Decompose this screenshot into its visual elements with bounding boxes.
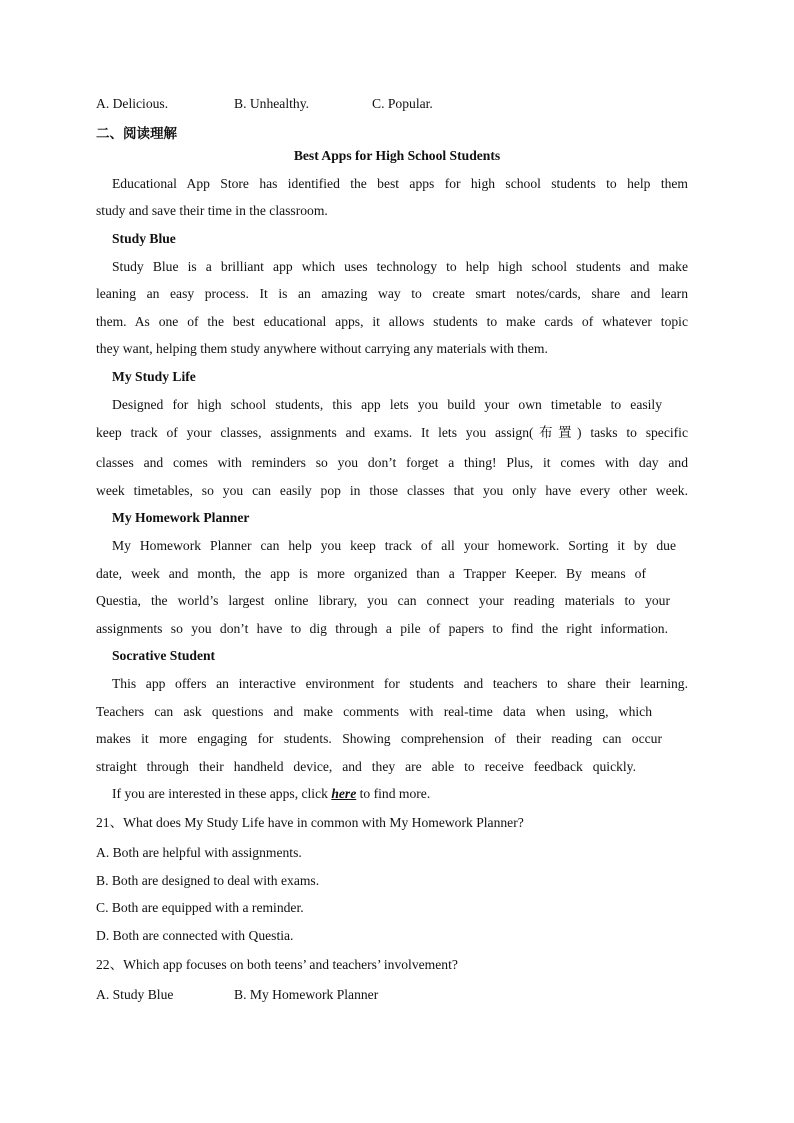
question-21-option-c: C. Both are equipped with a reminder.: [96, 900, 304, 915]
section-heading: 二、阅读理解: [96, 126, 177, 142]
paragraph-line: leaning an easy process. It is an amazing way to create smart notes/cards, share and learn: [96, 286, 688, 301]
paragraph-line: makes it more engaging for students. Showing comprehension of their reading can occur: [96, 731, 662, 746]
question-21-option-d: D. Both are connected with Questia.: [96, 928, 294, 943]
paragraph-line: straight through their handheld device, and they are able to receive feedback quickly.: [96, 759, 636, 774]
intro-line: Educational App Store has identified the best apps for high school students to help them: [112, 176, 688, 191]
option-b: B. Unhealthy.: [234, 96, 310, 111]
article-title: Best Apps for High School Students: [293, 148, 501, 163]
paragraph-line: them. As one of the best educational apps, it allows students to make cards of whatever topic: [96, 314, 688, 329]
paragraph-line: Study Blue is a brilliant app which uses technology to help high school students and make: [112, 259, 688, 274]
closing-text-after: to find more.: [356, 786, 431, 801]
paragraph-line: Designed for high school students, this app lets you build your own timetable to easily: [112, 397, 662, 412]
question-21-option-a: A. Both are helpful with assignments.: [96, 845, 302, 860]
section-heading-study-blue: Study Blue: [112, 231, 176, 246]
question-21-stem: 21、What does My Study Life have in common with My Homework Planner?: [96, 815, 524, 830]
paragraph-line: My Homework Planner can help you keep track of all your homework. Sorting it by due: [112, 538, 676, 553]
question-22-option-a: A. Study Blue: [96, 987, 174, 1002]
option-a: A. Delicious.: [96, 96, 169, 111]
paragraph-line: This app offers an interactive environment for students and teachers to share their learning.: [112, 676, 688, 691]
intro-line: study and save their time in the classroom.: [96, 203, 328, 218]
paragraph-line: date, week and month, the app is more organized than a Trapper Keeper. By means of: [96, 566, 646, 581]
paragraph-line: Questia, the world’s largest online library, you can connect your reading materials to your: [96, 593, 670, 608]
section-heading-my-study-life: My Study Life: [112, 369, 196, 384]
closing-text-before: If you are interested in these apps, click: [112, 786, 332, 801]
paragraph-line: classes and comes with reminders so you don’t forget a thing! Plus, it comes with day and: [96, 455, 688, 470]
paragraph-line: Teachers can ask questions and make comments with real-time data when using, which: [96, 704, 652, 719]
section-heading-socrative-student: Socrative Student: [112, 648, 216, 663]
question-22-stem: 22、Which app focuses on both teens’ and teachers’ involvement?: [96, 957, 458, 972]
option-c: C. Popular.: [372, 96, 433, 111]
paragraph-line: keep track of your classes, assignments and exams. It lets you assign(布置) tasks to specific: [96, 425, 688, 440]
paragraph-line: they want, helping them study anywhere without carrying any materials with them.: [96, 341, 548, 356]
paragraph-line: week timetables, so you can easily pop in those classes that you only have every other week.: [96, 483, 688, 498]
paragraph-line: assignments so you don’t have to dig through a pile of papers to find the right information.: [96, 621, 668, 636]
question-21-option-b: B. Both are designed to deal with exams.: [96, 873, 320, 888]
section-heading-my-homework-planner: My Homework Planner: [112, 510, 250, 525]
question-22-option-b: B. My Homework Planner: [234, 987, 379, 1002]
here-link[interactable]: here: [331, 786, 357, 801]
closing-line: [112, 784, 430, 804]
